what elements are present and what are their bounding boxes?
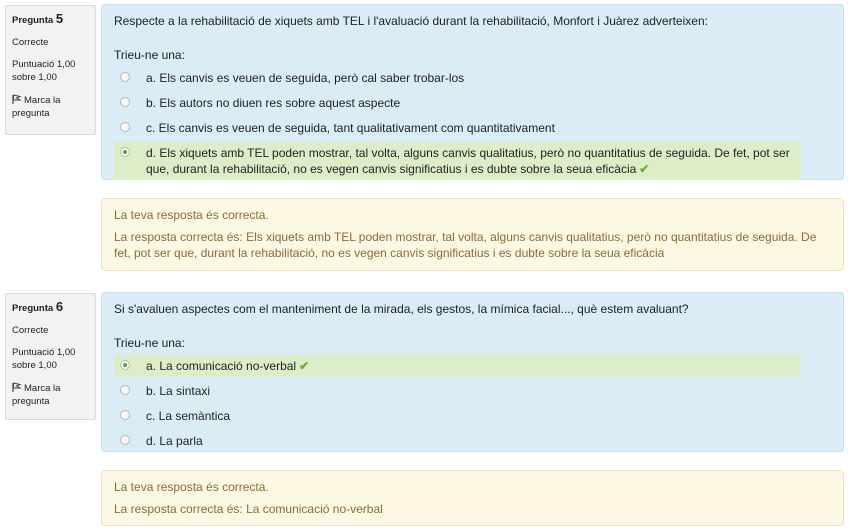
flag-icon (12, 382, 22, 392)
answer-option-b[interactable]: b. La sintaxi (114, 380, 831, 402)
right-answer: La resposta correcta és: Els xiquets amb TEL poden mostrar, tal volta, alguns canvis qualitatius, però no quantitatius de seguida. De fet, pot ser que, durant la rehabilitació, no es vegen canvis significatius i es dubte sobre la seua eficàcia (114, 230, 817, 260)
question-feedback-5 (101, 198, 844, 271)
answer-option-a[interactable]: a. La comunicació no-verbal ✔ (114, 355, 801, 377)
question-state: Correcte (12, 37, 49, 48)
answer-prompt: Trieu-ne una: (114, 48, 185, 62)
answer-option-b[interactable]: b. Els autors no diuen res sobre aquest aspecte (114, 92, 831, 114)
answer-prompt: Trieu-ne una: (114, 336, 185, 350)
question-feedback-6 (101, 470, 844, 526)
question-info-6 (5, 293, 96, 420)
right-answer: La resposta correcta és: La comunicació no-verbal (114, 502, 383, 516)
feedback-correct: La teva resposta és correcta. (114, 208, 269, 222)
answer-option-d[interactable]: d. La parla (114, 430, 831, 452)
flag-question-button[interactable]: Marca la pregunta (12, 383, 61, 407)
flag-question-button[interactable]: Marca la pregunta (12, 95, 61, 119)
question-formulation-6 (101, 292, 844, 452)
radio-button[interactable] (120, 122, 130, 132)
radio-button[interactable] (120, 72, 130, 82)
answer-option-c[interactable]: c. Els canvis es veuen de seguida, tant qualitativament com quantitativament (114, 117, 831, 139)
radio-button[interactable] (120, 435, 130, 445)
radio-button-selected[interactable] (120, 360, 130, 370)
check-icon: ✔ (639, 162, 650, 176)
answer-options (114, 355, 831, 452)
flag-icon (12, 94, 22, 104)
question-text: Si s'avaluen aspectes com el manteniment de la mirada, els gestos, la mímica facial..., què estem avaluant? (114, 302, 689, 316)
question-grade: Puntuació 1,00 sobre 1,00 (12, 59, 76, 83)
radio-button[interactable] (120, 410, 130, 420)
question-number: Pregunta 6 (12, 299, 64, 314)
answer-option-a[interactable]: a. Els canvis es veuen de seguida, però cal saber trobar-los (114, 67, 831, 89)
radio-button[interactable] (120, 97, 130, 107)
question-number: Pregunta 5 (12, 11, 64, 26)
question-grade: Puntuació 1,00 sobre 1,00 (12, 347, 76, 371)
question-state: Correcte (12, 325, 49, 336)
question-info-5 (5, 5, 96, 135)
answer-options (114, 67, 831, 180)
answer-option-d[interactable]: d. Els xiquets amb TEL poden mostrar, tal volta, alguns canvis qualitatius, però no quantitatius de seguida. De fet, pot ser que, durant la rehabilitació, no es vegen canvis significatius i es dubte sobre la seua eficàcia ✔ (114, 142, 801, 180)
check-icon: ✔ (299, 359, 310, 373)
radio-button[interactable] (120, 385, 130, 395)
question-text: Respecte a la rehabilitació de xiquets amb TEL i l'avaluació durant la rehabilitació, Monfort i Juàrez adverteixen: (114, 14, 708, 28)
feedback-correct: La teva resposta és correcta. (114, 480, 269, 494)
radio-button-selected[interactable] (120, 147, 130, 157)
question-formulation-5 (101, 4, 844, 180)
answer-option-c[interactable]: c. La semàntica (114, 405, 831, 427)
